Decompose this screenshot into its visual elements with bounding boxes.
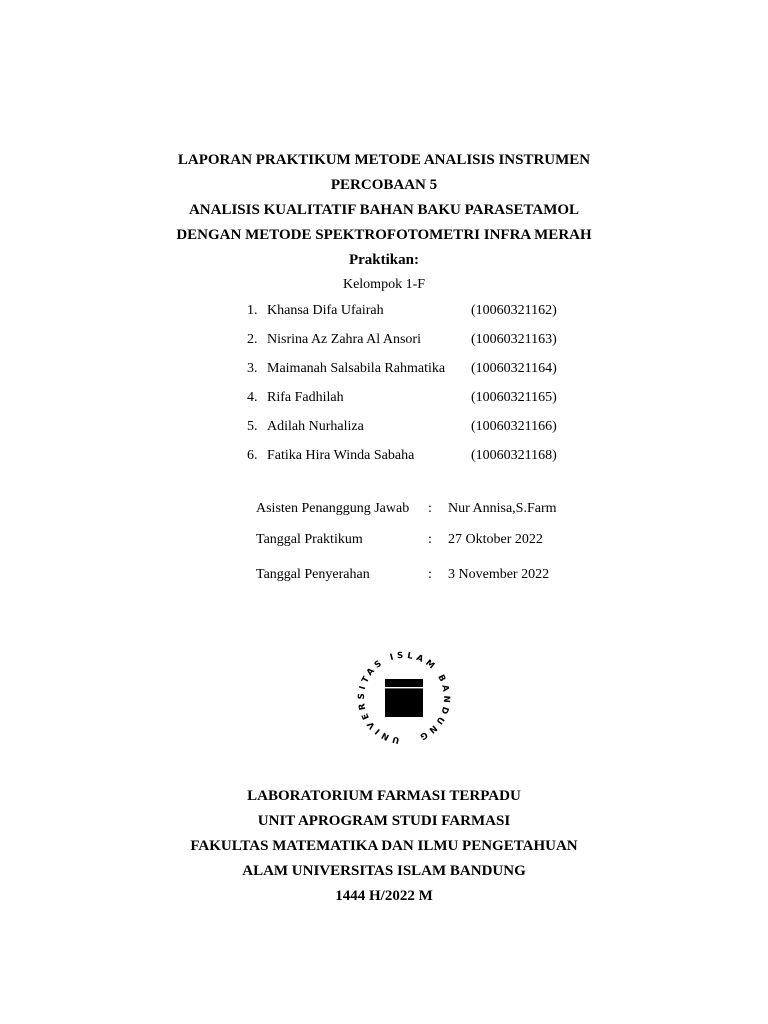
- member-nim: (10060321163): [471, 332, 557, 347]
- footer-line-3: FAKULTAS MATEMATIKA DAN ILMU PENGETAHUAN: [190, 838, 578, 854]
- kaaba-band: [385, 687, 423, 688]
- member-name: Adilah Nurhaliza: [267, 419, 364, 434]
- member-number: 2.: [247, 332, 258, 347]
- member-number: 5.: [247, 419, 258, 434]
- university-logo-icon: [355, 649, 453, 747]
- info-colon: :: [428, 532, 432, 547]
- member-name: Nisrina Az Zahra Al Ansori: [267, 332, 421, 347]
- member-nim: (10060321164): [471, 361, 557, 376]
- member-name: Fatika Hira Winda Sabaha: [267, 448, 415, 463]
- report-title-line-4: DENGAN METODE SPEKTROFOTOMETRI INFRA MERAH: [176, 227, 592, 243]
- info-colon: :: [428, 501, 432, 516]
- info-label: Tanggal Penyerahan: [256, 567, 370, 582]
- member-name: Maimanah Salsabila Rahmatika: [267, 361, 446, 376]
- member-number: 1.: [247, 303, 258, 318]
- info-value: 27 Oktober 2022: [448, 532, 543, 547]
- report-title-line-1: LAPORAN PRAKTIKUM METODE ANALISIS INSTRUMEN: [177, 152, 591, 168]
- university-logo: [355, 649, 453, 747]
- info-label: Tanggal Praktikum: [256, 532, 363, 547]
- member-number: 4.: [247, 390, 258, 405]
- footer-line-1: LABORATORIUM FARMASI TERPADU: [247, 788, 521, 804]
- kaaba-square-icon: [385, 679, 423, 717]
- member-nim: (10060321165): [471, 390, 557, 405]
- info-value: Nur Annisa,S.Farm: [448, 501, 557, 516]
- member-number: 6.: [247, 448, 258, 463]
- member-name: Rifa Fadhilah: [267, 390, 344, 405]
- logo-ring-text: UNIVERSITAS ISLAM BANDUNG: [356, 650, 452, 745]
- report-title-line-2: PERCOBAAN 5: [330, 177, 438, 193]
- member-nim: (10060321166): [471, 419, 557, 434]
- footer-line-4: ALAM UNIVERSITAS ISLAM BANDUNG: [242, 863, 526, 879]
- praktikan-heading: Praktikan:: [348, 252, 419, 268]
- member-nim: (10060321162): [471, 303, 557, 318]
- info-label: Asisten Penanggung Jawab: [256, 501, 410, 516]
- report-title-line-3: ANALISIS KUALITATIF BAHAN BAKU PARASETAMOL: [188, 202, 580, 218]
- member-nim: (10060321168): [471, 448, 557, 463]
- footer-line-2: UNIT APROGRAM STUDI FARMASI: [257, 813, 511, 829]
- info-colon: :: [428, 567, 432, 582]
- footer-line-5: 1444 H/2022 M: [335, 888, 433, 904]
- member-name: Khansa Difa Ufairah: [267, 303, 384, 318]
- group-name: Kelompok 1-F: [342, 277, 426, 292]
- member-number: 3.: [247, 361, 258, 376]
- info-value: 3 November 2022: [448, 567, 550, 582]
